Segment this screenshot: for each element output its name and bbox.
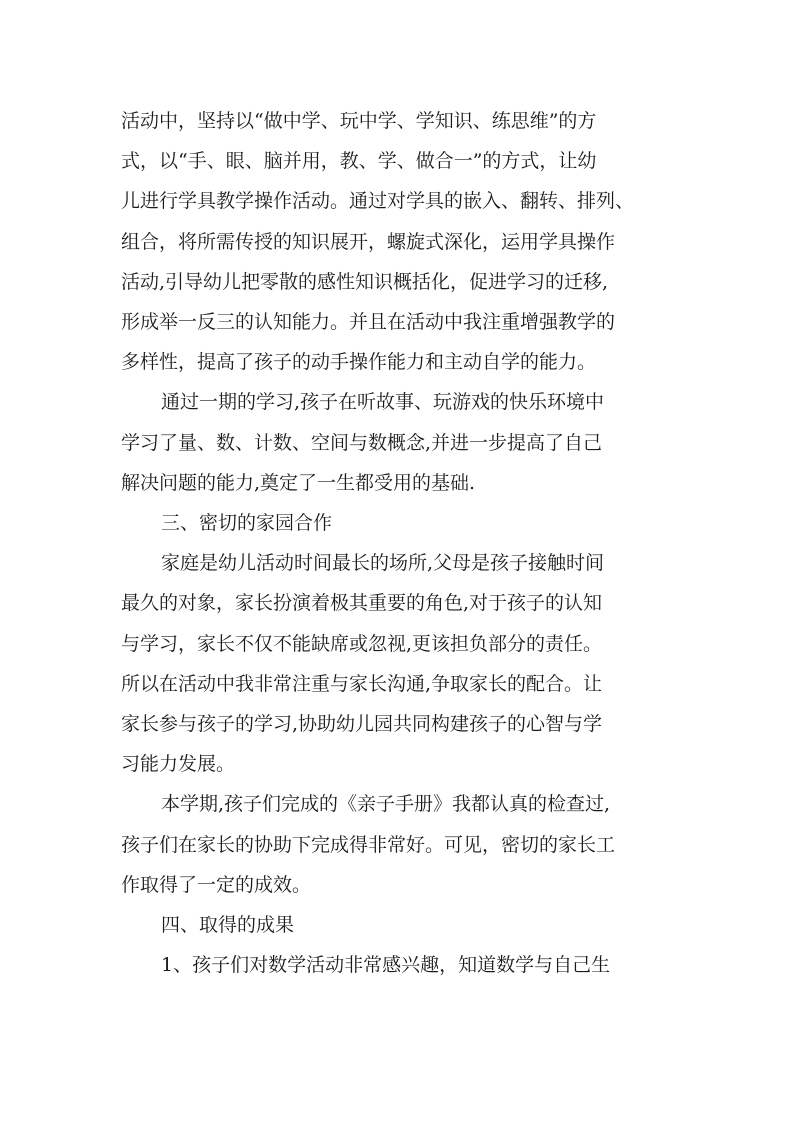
section-heading-home-school: 三、密切的家园合作 bbox=[161, 512, 333, 535]
paragraph-parent-handbook: 本学期,孩子们完成的《亲子手册》我都认真的检查过, 孩子们在家长的协助下完成得非常好。可见，密切的家长工 作取得了一定的成效。 bbox=[121, 793, 616, 896]
paragraph-activity-methods: 活动中，坚持以“做中学、玩中学、学知识、练思维”的方 式，以“手、眼、脑并用，教、学、做合一”的方式，让幼 儿进行学具教学操作活动。通过对学具的嵌入、翻转、排列、 组合，将所需传授的知识展开，螺旋式深化，运用学具操作 活动,引导幼儿把零散的感性知识概括化，促进学习的迁移, 形成举一反三的认知能力。并且在活动中我注重增强教学的 多样性，提高了孩子的动手操作能力和主动自学的能力。 bbox=[121, 110, 635, 374]
body-text bbox=[121, 101, 681, 985]
section-heading-achievements: 四、取得的成果 bbox=[161, 914, 295, 937]
paragraph-family-role: 家庭是幼儿活动时间最长的场所,父母是孩子接触时间 最久的对象，家长扮演着极其重要的角色,对于孩子的认知 与学习，家长不仅不能缺席或忽视,更该担负部分的责任。 所以在活动中我非常注重与家长沟通,争取家长的配合。让 家长参与孩子的学习,协助幼儿园共同构建孩子的心智与学 习能力发展。 bbox=[121, 552, 605, 776]
paragraph-learning-outcome: 通过一期的学习,孩子在听故事、玩游戏的快乐环境中 学习了量、数、计数、空间与数概念,并进一步提高了自己 解决问题的能力,奠定了一生都受用的基础. bbox=[121, 391, 605, 494]
list-item-achievement-1: 1、孩子们对数学活动非常感兴趣，知道数学与自己生 bbox=[161, 954, 611, 977]
